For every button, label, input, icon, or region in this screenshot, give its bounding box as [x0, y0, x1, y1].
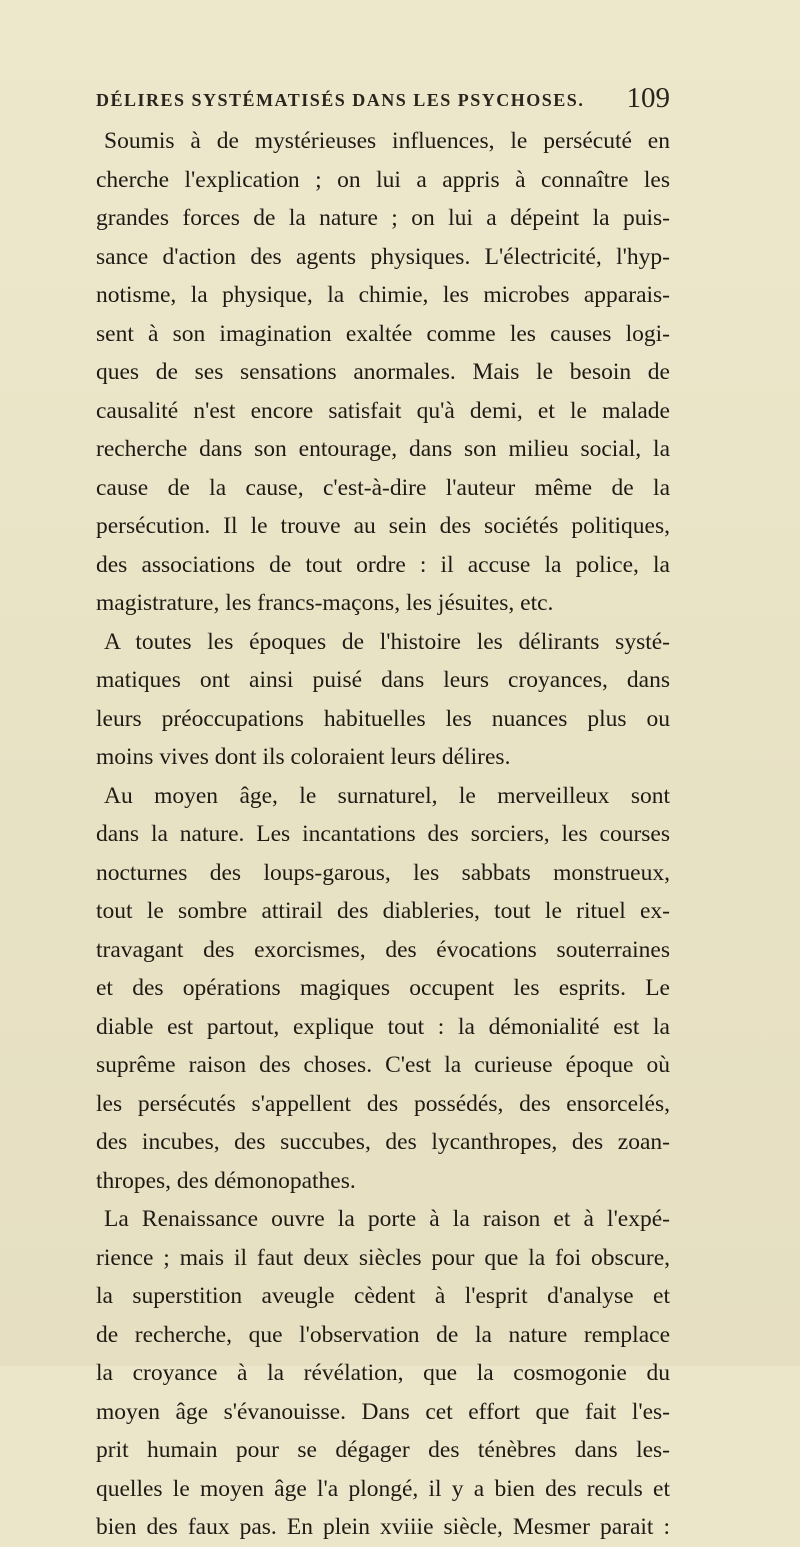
text-line: rience ; mais il faut deux siècles pour que la foi obscure,	[96, 1244, 670, 1271]
text-line: diable est partout, explique tout : la démonialité est la	[96, 1013, 670, 1040]
text-line: thropes, des démonopathes.	[96, 1167, 356, 1194]
text-line: travagant des exorcismes, des évocations souterraines	[96, 936, 670, 963]
text-line: la superstition aveugle cèdent à l'esprit d'analyse et	[96, 1283, 670, 1309]
text-line: nocturnes des loups-garous, les sabbats monstrueux,	[96, 859, 670, 886]
text-line: grandes forces de la nature ; on lui a dépeint la puis-	[96, 205, 670, 231]
text-line: Au moyen âge, le surnaturel, le merveilleux sont	[104, 782, 670, 809]
body-text	[96, 122, 670, 1547]
text-line: magistrature, les francs-maçons, les jésuites, etc.	[96, 590, 554, 616]
text-line: moins vives dont ils coloraient leurs délires.	[96, 744, 511, 770]
text-line: prit humain pour se dégager des ténèbres dans les-	[96, 1437, 670, 1463]
text-line: dans la nature. Les incantations des sorciers, les courses	[96, 821, 670, 847]
text-line: causalité n'est encore satisfait qu'à demi, et le malade	[96, 397, 670, 424]
text-line: moyen âge s'évanouisse. Dans cet effort que fait l'es-	[96, 1398, 670, 1425]
text-line: persécution. Il le trouve au sein des sociétés politiques,	[96, 513, 670, 539]
text-line: cause de la cause, c'est-à-dire l'auteur même de la	[96, 474, 670, 501]
text-line: bien des faux pas. En plein xviiie siècle, Mesmer parait :	[96, 1514, 670, 1540]
text-line: et des opérations magiques occupent les esprits. Le	[96, 975, 670, 1001]
text-line: des associations de tout ordre : il accuse la police, la	[96, 551, 670, 578]
text-line: la croyance à la révélation, que la cosmogonie du	[96, 1360, 670, 1386]
text-line: recherche dans son entourage, dans son milieu social, la	[96, 436, 670, 462]
text-line: notisme, la physique, la chimie, les microbes apparais-	[96, 282, 670, 308]
text-line: La Renaissance ouvre la porte à la raison et à l'expé-	[104, 1206, 670, 1232]
text-line: Soumis à de mystérieuses influences, le persécuté en	[104, 128, 670, 154]
running-title: DÉLIRES SYSTÉMATISÉS DANS LES PSYCHOSES.	[96, 90, 585, 110]
text-line: leurs préoccupations habituelles les nuances plus ou	[96, 705, 670, 732]
text-line: cherche l'explication ; on lui a appris à connaître les	[96, 166, 670, 193]
text-line: A toutes les époques de l'histoire les délirants systé-	[104, 628, 670, 655]
text-line: ques de ses sensations anormales. Mais le besoin de	[96, 359, 670, 385]
page-number: 109	[626, 82, 670, 114]
text-line: tout le sombre attirail des diableries, tout le rituel ex-	[96, 898, 670, 924]
text-line: des incubes, des succubes, des lycanthropes, des zoan-	[96, 1129, 670, 1155]
text-line: suprême raison des choses. C'est la curieuse époque où	[96, 1052, 670, 1078]
text-line: sance d'action des agents physiques. L'électricité, l'hyp-	[96, 243, 670, 270]
text-line: matiques ont ainsi puisé dans leurs croyances, dans	[96, 667, 670, 693]
text-line: sent à son imagination exaltée comme les causes logi-	[96, 320, 670, 347]
text-line: quelles le moyen âge l'a plongé, il y a bien des reculs et	[96, 1475, 670, 1502]
running-head	[96, 82, 670, 122]
text-line: de recherche, que l'observation de la nature remplace	[96, 1321, 670, 1348]
text-line: les persécutés s'appellent des possédés, des ensorcelés,	[96, 1090, 670, 1117]
